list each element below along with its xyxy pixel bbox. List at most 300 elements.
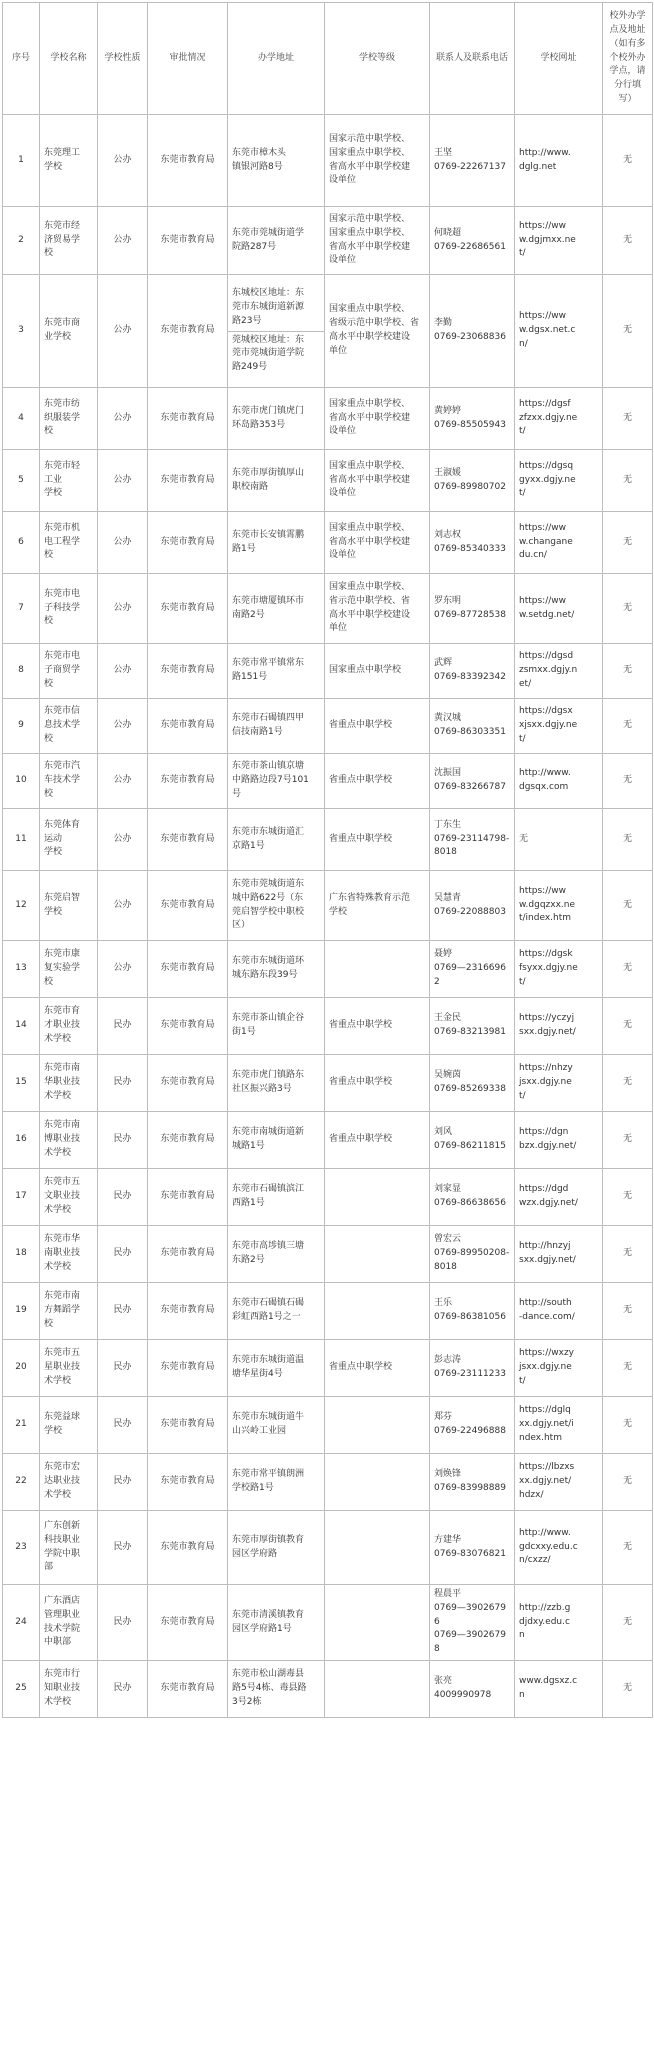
cell-branch-text: 无 [622, 1616, 632, 1627]
cell-school-type [98, 699, 148, 754]
table-row [3, 941, 653, 998]
cell-website-text[interactable]: https://lbzxs xx.dgjy.net/ hdzx/ [519, 1462, 575, 1500]
cell-level-text: 国家重点中职学校、 省高水平中职学校建 设单位 [329, 398, 411, 437]
cell-no-text: 4 [18, 412, 24, 423]
cell-school-name-text: 东莞市南 博职业技 术学校 [44, 1120, 81, 1158]
cell-contact [430, 809, 515, 871]
cell-contact [430, 699, 515, 754]
cell-branch-text: 无 [622, 1419, 632, 1430]
cell-address-text: 东莞市塘厦镇环市 南路2号 [232, 595, 305, 620]
cell-website[interactable] [515, 1283, 603, 1340]
cell-school-type [98, 1055, 148, 1112]
cell-contact [430, 1055, 515, 1112]
cell-level [325, 809, 430, 871]
cell-school-name [40, 512, 98, 574]
cell-contact [430, 1112, 515, 1169]
cell-no [3, 1283, 40, 1340]
cell-school-type-text: 公办 [113, 720, 132, 731]
cell-authority-text: 东莞市教育局 [160, 1616, 215, 1627]
cell-school-name [40, 1055, 98, 1112]
cell-contact-text: 李勤 0769-23068836 [434, 318, 506, 342]
cell-website-text[interactable]: www.dgsxz.c n [519, 1676, 578, 1700]
cell-level [325, 1169, 430, 1226]
cell-level [325, 1585, 430, 1661]
cell-school-name [40, 1226, 98, 1283]
cell-no [3, 512, 40, 574]
cell-address-text: 东莞市清溪镇教育 园区学府路1号 [232, 1609, 305, 1634]
cell-contact [430, 1511, 515, 1585]
cell-school-type-text: 民办 [113, 1683, 132, 1694]
cell-branch [603, 941, 653, 998]
cell-contact-text: 刘焕锋 0769-83998889 [434, 1469, 506, 1493]
cell-website[interactable] [515, 871, 603, 941]
cell-website-text[interactable]: https://dglq xx.dgjy.net/i ndex.htm [519, 1405, 574, 1443]
cell-school-type-text: 公办 [113, 154, 132, 165]
cell-no [3, 754, 40, 809]
cell-branch [603, 1661, 653, 1718]
table-row [3, 1585, 653, 1661]
cell-website-text[interactable]: https://nhzy jsxx.dgjy.ne t/ [519, 1063, 573, 1101]
cell-website-text[interactable]: http://south -dance.com/ [519, 1298, 575, 1322]
cell-website[interactable] [515, 998, 603, 1055]
cell-contact-text: 刘志权 0769-85340333 [434, 529, 506, 554]
cell-level [325, 450, 430, 512]
cell-school-type [98, 871, 148, 941]
cell-no [3, 115, 40, 207]
cell-address [228, 275, 325, 388]
header-level: 学校等级 [325, 3, 430, 115]
cell-address [228, 512, 325, 574]
cell-level [325, 699, 430, 754]
cell-authority-text: 东莞市教育局 [160, 833, 215, 844]
cell-school-type-text: 公办 [113, 474, 132, 485]
cell-address [228, 941, 325, 998]
cell-branch-text: 无 [622, 1020, 632, 1031]
cell-address [228, 644, 325, 699]
cell-no-text: 7 [18, 602, 24, 613]
cell-level-text: 广东省特殊教育示范 学校 [329, 892, 411, 917]
cell-school-type-text: 民办 [113, 1541, 132, 1552]
cell-authority [148, 115, 228, 207]
cell-website-text[interactable]: https://dgsx xjsxx.dgjy.ne t/ [519, 706, 578, 744]
cell-authority [148, 1454, 228, 1511]
cell-website-text[interactable]: http://hnzyj sxx.dgjy.net/ [519, 1241, 576, 1265]
cell-level-text: 省重点中职学校 [329, 1077, 393, 1088]
cell-contact [430, 1585, 515, 1661]
cell-website-text[interactable]: https://dgsk fsyxx.dgjy.ne t/ [519, 949, 578, 987]
cell-website-text[interactable]: https://dgsq gyxx.dgjy.ne t/ [519, 460, 576, 499]
cell-website[interactable] [515, 450, 603, 512]
cell-website[interactable] [515, 1226, 603, 1283]
header-no: 序号 [3, 3, 40, 115]
cell-authority [148, 275, 228, 388]
cell-authority-text: 东莞市教育局 [160, 1191, 215, 1202]
cell-authority-text: 东莞市教育局 [160, 1419, 215, 1430]
cell-no-text: 23 [15, 1541, 27, 1552]
cell-level [325, 574, 430, 644]
cell-school-type-text: 民办 [113, 1419, 132, 1430]
cell-school-name [40, 1397, 98, 1454]
table-row [3, 1511, 653, 1585]
cell-school-type-text: 民办 [113, 1248, 132, 1259]
cell-level-text: 省重点中职学校 [329, 775, 393, 786]
cell-no [3, 207, 40, 275]
cell-branch-text: 无 [622, 665, 632, 676]
cell-website[interactable] [515, 115, 603, 207]
cell-authority [148, 574, 228, 644]
cell-school-name [40, 1112, 98, 1169]
cell-branch [603, 1585, 653, 1661]
table-row [3, 1283, 653, 1340]
cell-school-type [98, 1340, 148, 1397]
cell-level-text: 国家重点中职学校、 省高水平中职学校建 设单位 [329, 460, 411, 499]
cell-no-text: 17 [15, 1191, 27, 1202]
cell-school-type [98, 207, 148, 275]
cell-school-type [98, 1283, 148, 1340]
cell-website-text[interactable]: https://wxzy jsxx.dgjy.ne t/ [519, 1348, 574, 1386]
table-row [3, 207, 653, 275]
cell-contact-text: 程晨平 0769—39026796 0769—39026798 [434, 1588, 506, 1655]
cell-address [228, 1511, 325, 1585]
cell-school-type [98, 1585, 148, 1661]
cell-level [325, 1055, 430, 1112]
cell-school-name-text: 东莞市电 子商贸学 校 [44, 651, 81, 689]
cell-authority [148, 1585, 228, 1661]
cell-website-text[interactable]: https://dgn bzx.dgjy.net/ [519, 1127, 577, 1151]
cell-contact [430, 1661, 515, 1718]
cell-branch-text: 无 [622, 154, 632, 165]
cell-contact [430, 1340, 515, 1397]
cell-school-name [40, 1454, 98, 1511]
cell-contact-text: 王乐 0769-86381056 [434, 1298, 506, 1322]
cell-branch [603, 754, 653, 809]
cell-website-text[interactable]: http://www. dgsqx.com [519, 768, 571, 792]
cell-no [3, 998, 40, 1055]
cell-website[interactable] [515, 1454, 603, 1511]
cell-website[interactable] [515, 1112, 603, 1169]
cell-no [3, 699, 40, 754]
cell-school-name-text: 东莞市行 知职业技 术学校 [44, 1669, 81, 1707]
cell-school-name [40, 941, 98, 998]
cell-branch-text: 无 [622, 1191, 632, 1202]
cell-level-text: 国家重点中职学校、 省高水平中职学校建 设单位 [329, 522, 411, 561]
cell-contact [430, 275, 515, 388]
cell-authority [148, 941, 228, 998]
cell-school-type-text: 民办 [113, 1191, 132, 1202]
cell-address [228, 809, 325, 871]
cell-branch [603, 275, 653, 388]
cell-branch-text: 无 [622, 325, 632, 336]
cell-no [3, 941, 40, 998]
cell-address [228, 1055, 325, 1112]
cell-no [3, 1397, 40, 1454]
cell-website[interactable] [515, 644, 603, 699]
cell-website[interactable] [515, 275, 603, 388]
cell-contact-text: 曾宏云 0769-89950208- 8018 [434, 1234, 510, 1272]
cell-branch [603, 1397, 653, 1454]
cell-school-type [98, 1397, 148, 1454]
cell-website[interactable] [515, 941, 603, 998]
cell-address-text: 东莞市南城街道新 城路1号 [232, 1127, 305, 1151]
cell-authority [148, 809, 228, 871]
cell-no [3, 809, 40, 871]
cell-school-name-text: 东莞市育 才职业技 术学校 [44, 1006, 81, 1044]
cell-branch [603, 998, 653, 1055]
table-row [3, 699, 653, 754]
cell-level [325, 1283, 430, 1340]
cell-website-text[interactable]: https://dgsd zsmxx.dgjy.n et/ [519, 651, 578, 689]
cell-school-type-text: 公办 [113, 536, 132, 547]
cell-authority [148, 388, 228, 450]
cell-authority-text: 东莞市教育局 [160, 775, 215, 786]
cell-school-name [40, 754, 98, 809]
cell-no [3, 1226, 40, 1283]
table-row [3, 809, 653, 871]
cell-school-name-text: 东莞市南 华职业技 术学校 [44, 1063, 81, 1101]
cell-no [3, 275, 40, 388]
table-row [3, 1226, 653, 1283]
cell-contact [430, 450, 515, 512]
cell-contact [430, 941, 515, 998]
cell-school-name [40, 809, 98, 871]
cell-address-text: 东莞市虎门镇路东 社区振兴路3号 [232, 1070, 305, 1094]
cell-website[interactable] [515, 699, 603, 754]
cell-no [3, 1585, 40, 1661]
table-row [3, 388, 653, 450]
cell-contact-text: 王坚 0769-22267137 [434, 147, 506, 172]
cell-no-text: 16 [15, 1134, 27, 1145]
cell-level [325, 871, 430, 941]
cell-school-type-text: 公办 [113, 412, 132, 423]
header-address: 办学地址 [228, 3, 325, 115]
cell-branch-text: 无 [622, 775, 632, 786]
cell-website-text[interactable]: https://ww w.changane du.cn/ [519, 522, 573, 561]
cell-school-name-text: 东莞市轻 工业 学校 [44, 460, 81, 499]
cell-level [325, 115, 430, 207]
cell-school-name [40, 1340, 98, 1397]
cell-level-text: 省重点中职学校 [329, 1020, 393, 1031]
cell-level [325, 512, 430, 574]
cell-school-type-text: 民办 [113, 1020, 132, 1031]
cell-website[interactable] [515, 1585, 603, 1661]
cell-branch-text: 无 [622, 474, 632, 485]
cell-no-text: 18 [15, 1248, 27, 1259]
cell-branch-text: 无 [622, 1305, 632, 1316]
cell-contact-text: 吴婉茵 0769-85269338 [434, 1070, 506, 1094]
cell-school-name-text: 东莞市机 电工程学 校 [44, 522, 81, 561]
cell-address-text: 东莞市东城街道温 塘华星街4号 [232, 1355, 305, 1379]
cell-website-text[interactable]: 无 [519, 833, 529, 844]
cell-address-text: 东莞市长安镇霄鹏 路1号 [232, 529, 305, 554]
cell-website[interactable] [515, 1055, 603, 1112]
cell-website-text[interactable]: http://www. gdcxxy.edu.c n/cxzz/ [519, 1527, 578, 1566]
cell-website[interactable] [515, 754, 603, 809]
cell-website[interactable] [515, 512, 603, 574]
cell-contact-text: 武辉 0769-83392342 [434, 658, 506, 682]
cell-level-text: 省重点中职学校 [329, 833, 393, 844]
cell-branch [603, 1112, 653, 1169]
cell-contact [430, 512, 515, 574]
cell-address [228, 1340, 325, 1397]
cell-no [3, 450, 40, 512]
cell-authority [148, 207, 228, 275]
cell-address-text: 东莞市东城街道环 城东路东段39号 [232, 956, 305, 980]
cell-branch-text: 无 [622, 1362, 632, 1373]
cell-no [3, 1340, 40, 1397]
cell-website[interactable] [515, 574, 603, 644]
cell-school-name [40, 388, 98, 450]
cell-website[interactable] [515, 1661, 603, 1718]
header-authority: 审批情况 [148, 3, 228, 115]
table-row [3, 1169, 653, 1226]
cell-contact-text: 刘家显 0769-86638656 [434, 1184, 506, 1208]
cell-no-text: 25 [15, 1683, 27, 1694]
cell-level-text: 国家示范中职学校、 国家重点中职学校、 省高水平中职学校建 设单位 [329, 133, 411, 186]
cell-address-text: 东莞市松山湖毒县 路5号4栋、毒县路 3号2栋 [232, 1669, 307, 1707]
cell-address-text: 东莞市东城街道汇 京路1号 [232, 826, 305, 851]
cell-branch-text: 无 [622, 720, 632, 731]
cell-website[interactable] [515, 388, 603, 450]
cell-level [325, 998, 430, 1055]
table-row [3, 574, 653, 644]
cell-school-type-text: 民办 [113, 1305, 132, 1316]
cell-contact [430, 998, 515, 1055]
cell-school-type [98, 275, 148, 388]
cell-website-text[interactable]: https://yczyj sxx.dgjy.net/ [519, 1013, 576, 1037]
cell-contact-text: 王淑媛 0769-89980702 [434, 467, 506, 492]
cell-branch [603, 1511, 653, 1585]
cell-no [3, 388, 40, 450]
table-row [3, 1340, 653, 1397]
cell-website-text[interactable]: http://www. dglg.net [519, 147, 571, 172]
cell-authority [148, 1511, 228, 1585]
cell-website[interactable] [515, 207, 603, 275]
cell-authority-text: 东莞市教育局 [160, 1020, 215, 1031]
cell-branch [603, 1283, 653, 1340]
cell-contact [430, 1454, 515, 1511]
cell-school-type [98, 1112, 148, 1169]
header-branch: 校外办学 点及地址 （如有多 个校外办 学点，请 分行填 写） [603, 3, 653, 115]
cell-address [228, 699, 325, 754]
cell-address-text: 东莞市厚街镇厚山 职校南路 [232, 467, 305, 492]
cell-address-text: 东莞市石碣镇滨江 西路1号 [232, 1184, 305, 1208]
cell-website-text[interactable]: https://ww w.dgqzxx.ne t/index.htm [519, 885, 576, 924]
cell-branch-text: 无 [622, 899, 632, 910]
cell-school-name [40, 574, 98, 644]
cell-authority [148, 871, 228, 941]
cell-address-text: 东莞市厚街镇教育 园区学府路 [232, 1534, 305, 1559]
cell-level-text: 省重点中职学校 [329, 1362, 393, 1373]
cell-branch-text: 无 [622, 1077, 632, 1088]
table-row [3, 275, 653, 388]
cell-website[interactable] [515, 1169, 603, 1226]
cell-level [325, 754, 430, 809]
cell-authority [148, 1397, 228, 1454]
cell-address [228, 1661, 325, 1718]
cell-no-text: 9 [18, 720, 24, 731]
cell-authority [148, 450, 228, 512]
cell-website-text[interactable]: https://dgsf zfzxx.dgjy.ne t/ [519, 398, 578, 437]
cell-level-text: 国家重点中职学校、 省级示范中职学校、省 高水平中职学校建设 单位 [329, 304, 420, 356]
cell-no-text: 22 [15, 1476, 27, 1487]
cell-school-type [98, 1661, 148, 1718]
cell-no [3, 1454, 40, 1511]
cell-no [3, 1112, 40, 1169]
cell-address [228, 1169, 325, 1226]
cell-website-text[interactable]: https://ww w.dgsx.net.c n/ [519, 311, 576, 349]
cell-no [3, 1661, 40, 1718]
cell-authority [148, 699, 228, 754]
cell-authority-text: 东莞市教育局 [160, 602, 215, 613]
header-type: 学校性质 [98, 3, 148, 115]
cell-school-type [98, 1226, 148, 1283]
cell-authority [148, 512, 228, 574]
cell-authority-text: 东莞市教育局 [160, 536, 215, 547]
cell-authority-text: 东莞市教育局 [160, 234, 215, 245]
cell-address [228, 388, 325, 450]
cell-website[interactable] [515, 1397, 603, 1454]
cell-level [325, 1511, 430, 1585]
cell-school-name-text: 东莞市南 方舞蹈学 校 [44, 1291, 81, 1329]
cell-school-name-text: 东莞市五 文职业技 术学校 [44, 1177, 81, 1215]
cell-branch-text: 无 [622, 833, 632, 844]
cell-school-type [98, 512, 148, 574]
cell-website[interactable] [515, 1340, 603, 1397]
cell-contact-text: 吴慧青 0769-22088803 [434, 892, 506, 917]
cell-branch [603, 809, 653, 871]
cell-school-type [98, 1454, 148, 1511]
cell-no-text: 2 [18, 234, 24, 245]
cell-branch-text: 无 [622, 234, 632, 245]
cell-contact [430, 754, 515, 809]
cell-website-text[interactable]: https://dgd wzx.dgjy.net/ [519, 1184, 578, 1208]
table-row [3, 644, 653, 699]
cell-contact-text: 彭志涛 0769-23111233 [434, 1355, 506, 1379]
cell-level-text: 省重点中职学校 [329, 1134, 393, 1145]
cell-school-type-text: 民办 [113, 1476, 132, 1487]
cell-school-type-text: 公办 [113, 963, 132, 974]
cell-no-text: 1 [18, 154, 24, 165]
cell-school-type [98, 388, 148, 450]
cell-address [228, 207, 325, 275]
cell-website[interactable] [515, 809, 603, 871]
cell-school-type [98, 574, 148, 644]
cell-school-name-text: 东莞体育 运动 学校 [44, 819, 81, 858]
cell-authority [148, 998, 228, 1055]
cell-authority [148, 1283, 228, 1340]
cell-address [228, 1112, 325, 1169]
cell-contact-text: 丁东生 0769-23114798- 8018 [434, 819, 510, 858]
address-campus: 东城校区地址：东 莞市东城街道新源 路23号 [232, 287, 305, 326]
cell-school-type [98, 1511, 148, 1585]
cell-no-text: 6 [18, 536, 24, 547]
cell-website-text[interactable]: http://zzb.g djdxy.edu.c n [519, 1602, 571, 1641]
cell-website-text[interactable]: https://ww w.setdg.net/ [519, 595, 575, 620]
cell-contact [430, 871, 515, 941]
cell-website-text[interactable]: https://ww w.dgjmxx.ne t/ [519, 220, 576, 259]
header-contact: 联系人及联系电话 [430, 3, 515, 115]
cell-school-type-text: 民办 [113, 1616, 132, 1627]
cell-address [228, 1226, 325, 1283]
cell-authority-text: 东莞市教育局 [160, 154, 215, 165]
cell-contact [430, 1226, 515, 1283]
cell-address [228, 1454, 325, 1511]
cell-contact-text: 郑芬 0769-22496888 [434, 1412, 506, 1436]
cell-contact-text: 黄婷婷 0769-85505943 [434, 405, 506, 430]
cell-no-text: 3 [18, 325, 24, 336]
cell-website[interactable] [515, 1511, 603, 1585]
cell-address [228, 115, 325, 207]
